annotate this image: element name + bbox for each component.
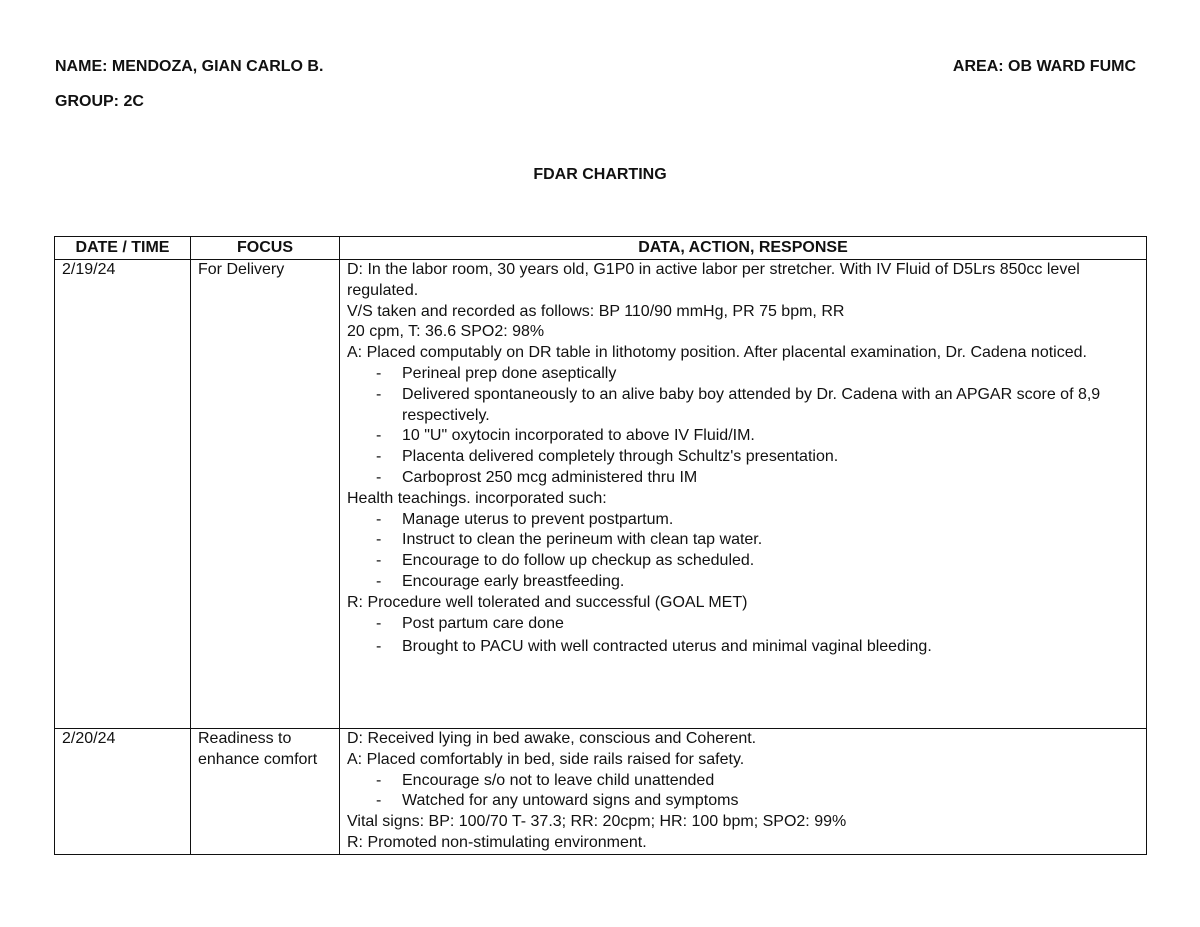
table-header-row xyxy=(55,237,1147,260)
area-label: AREA: OB WARD FUMC xyxy=(952,58,1136,75)
list-item: - Instruct to clean the perineum with clean tap water. xyxy=(376,530,1140,551)
list-item: - Brought to PACU with well contracted uterus and minimal vaginal bleeding. xyxy=(376,637,1140,658)
list-item: - Perineal prep done aseptically xyxy=(376,364,1140,385)
table-row xyxy=(55,729,1147,855)
vital-signs-entry: Vital signs: BP: 100/70 T- 37.3; RR: 20cpm; HR: 100 bpm; SPO2: 99% xyxy=(347,813,847,831)
health-teaching-entry: Health teachings. incorporated such: xyxy=(347,489,607,507)
list-item: - Encourage s/o not to leave child unattended xyxy=(376,771,1140,792)
column-header-date: DATE / TIME xyxy=(55,237,191,260)
date-cell: 2/20/24 xyxy=(55,729,191,855)
column-header-focus: FOCUS xyxy=(191,237,340,260)
group-label: GROUP: 2C xyxy=(55,93,144,110)
data-entry: D: In the labor room, 30 years old, G1P0 in active labor per stretcher. With IV Fluid of D5Lrs 850cc level regulated. xyxy=(347,261,1080,299)
response-entry: R: Procedure well tolerated and successful (GOAL MET) xyxy=(347,593,748,611)
focus-text: For Delivery xyxy=(198,261,285,278)
fdar-table xyxy=(54,236,1147,855)
list-item: - Delivered spontaneously to an alive baby boy attended by Dr. Cadena with an APGAR score of 8,9 respectively. xyxy=(376,385,1140,427)
table-row xyxy=(55,260,1147,729)
list-item: - Manage uterus to prevent postpartum. xyxy=(376,510,1140,531)
date-cell: 2/19/24 xyxy=(55,260,191,729)
action-entry: A: Placed comfortably in bed, side rails raised for safety. xyxy=(347,750,745,768)
vital-signs-entry-cont: 20 cpm, T: 36.6 SPO2: 98% xyxy=(347,323,545,341)
list-item: - Post partum care done xyxy=(376,614,1140,635)
focus-cell xyxy=(191,729,340,855)
response-list xyxy=(347,614,1140,659)
vital-signs-entry: V/S taken and recorded as follows: BP 110/90 mmHg, PR 75 bpm, RR xyxy=(347,302,845,320)
health-teaching-list xyxy=(347,510,1140,593)
focus-cell xyxy=(191,260,340,729)
list-item: - Carboprost 250 mcg administered thru IM xyxy=(376,468,1140,489)
action-list xyxy=(347,771,1140,813)
action-entry: A: Placed computably on DR table in lithotomy position. After placental examination, Dr. Cadena noticed. xyxy=(347,344,1087,362)
data-entry: D: Received lying in bed awake, conscious and Coherent. xyxy=(347,730,757,747)
dar-cell xyxy=(340,729,1147,855)
list-item: - Watched for any untoward signs and symptoms xyxy=(376,791,1140,812)
response-entry: R: Promoted non-stimulating environment. xyxy=(347,833,647,851)
list-item: - Placenta delivered completely through Schultz's presentation. xyxy=(376,447,1140,468)
list-item: - Encourage early breastfeeding. xyxy=(376,572,1140,593)
list-item: - Encourage to do follow up checkup as scheduled. xyxy=(376,551,1140,572)
page-title: FDAR CHARTING xyxy=(533,166,667,183)
action-list xyxy=(347,364,1140,489)
patient-name-label: NAME: MENDOZA, GIAN CARLO B. xyxy=(55,58,324,75)
list-item: - 10 "U" oxytocin incorporated to above IV Fluid/IM. xyxy=(376,426,1140,447)
dar-cell xyxy=(340,260,1147,729)
focus-text: Readiness to enhance comfort xyxy=(198,730,318,768)
column-header-dar: DATA, ACTION, RESPONSE xyxy=(340,237,1147,260)
